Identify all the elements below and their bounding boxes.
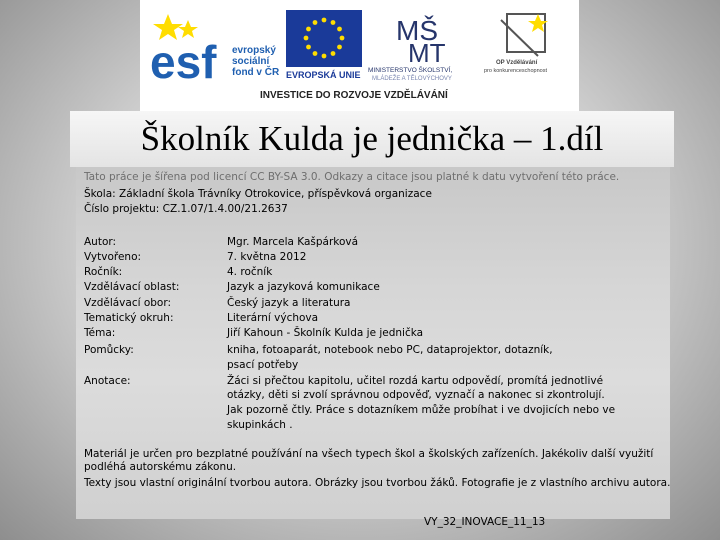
annotation-line-1: Žáci si přečtou kapitolu, učitel rozdá kartu odpovědí, promítá jednotlivé <box>227 375 604 387</box>
created-label: Vytvořeno: <box>84 251 142 263</box>
logo-strip <box>140 0 579 111</box>
annotation-line-3: Jak pozorně čtly. Práce s dotazníkem může probíhat i ve dvojicích nebo ve <box>227 404 616 416</box>
op-logo <box>484 14 548 74</box>
aids-value-2: psací potřeby <box>227 359 299 371</box>
esf-line-2: sociální <box>232 56 270 67</box>
project-number: Číslo projektu: CZ.1.07/1.4.00/21.2637 <box>84 203 288 215</box>
page-title: Školník Kulda je jednička – 1.díl <box>140 119 604 158</box>
annotation-line-2: otázky, děti si zvolí správnou odpověď, vyznačí a nakonec si zkontrolují. <box>227 389 605 401</box>
material-code: VY_32_INOVACE_11_13 <box>424 516 546 528</box>
license-text: Tato práce je šířena pod licencí CC BY-SA 3.0. Odkazy a citace jsou platné k datu vytvoření této práce. <box>84 171 620 183</box>
esf-logo <box>150 14 280 88</box>
grade-label: Ročník: <box>84 266 123 278</box>
grade-value: 4. ročník <box>227 266 273 278</box>
school-text: Škola: Základní škola Trávníky Otrokovice, příspěvková organizace <box>84 188 432 200</box>
msmt-mt-icon: MT <box>408 38 446 68</box>
created-value: 7. května 2012 <box>227 251 307 263</box>
eu-label: EVROPSKÁ UNIE <box>286 70 361 80</box>
aids-label: Pomůcky: <box>84 344 134 356</box>
annotation-line-4: skupinkách . <box>227 419 293 431</box>
footer-note-1: Materiál je určen pro bezplatné používání na všech typech škol a školských zařízeních. Jakékoliv další využití <box>84 448 654 460</box>
esf-line-3: fond v ČR <box>232 67 280 78</box>
thematic-label: Tematický okruh: <box>84 312 174 324</box>
msmt-line-2: MLÁDEŽE A TĚLOVÝCHOVY <box>372 76 452 82</box>
esf-big-text: esf <box>150 36 217 88</box>
msmt-logo <box>368 15 452 82</box>
msmt-ms-icon: MŠ <box>396 15 438 46</box>
topic-value: Jiří Kahoun - Školník Kulda je jednička <box>227 327 424 339</box>
eu-flag <box>286 10 362 80</box>
author-value: Mgr. Marcela Kašpárková <box>227 236 359 248</box>
subject-label: Vzdělávací obor: <box>84 297 172 309</box>
msmt-line-1: MINISTERSTVO ŠKOLSTVÍ, <box>368 67 453 74</box>
footer-note-2: podléhá autorskému zákonu. <box>84 461 237 473</box>
footer-note-3: Texty jsou vlastní originální tvorbou autora. Obrázky jsou tvorbou žáků. Fotografie je z vlastního archivu autora. <box>84 477 671 489</box>
area-value: Jazyk a jazyková komunikace <box>227 281 380 293</box>
op-line-2: pro konkurenceschopnost <box>484 68 547 74</box>
esf-line-1: evropský <box>232 45 276 56</box>
slogan: INVESTICE DO ROZVOJE VZDĚLÁVÁNÍ <box>260 90 448 101</box>
author-label: Autor: <box>84 236 117 248</box>
title-box <box>70 111 674 167</box>
aids-value-1: kniha, fotoaparát, notebook nebo PC, dataprojektor, dotazník, <box>227 344 553 356</box>
thematic-value: Literární výchova <box>227 312 319 324</box>
op-line-1: OP Vzdělávání <box>496 60 538 66</box>
subject-value: Český jazyk a literatura <box>227 297 351 309</box>
area-label: Vzdělávací oblast: <box>84 281 180 293</box>
logos-svg <box>140 0 579 111</box>
topic-label: Téma: <box>84 327 116 339</box>
annotation-label: Anotace: <box>84 375 131 387</box>
